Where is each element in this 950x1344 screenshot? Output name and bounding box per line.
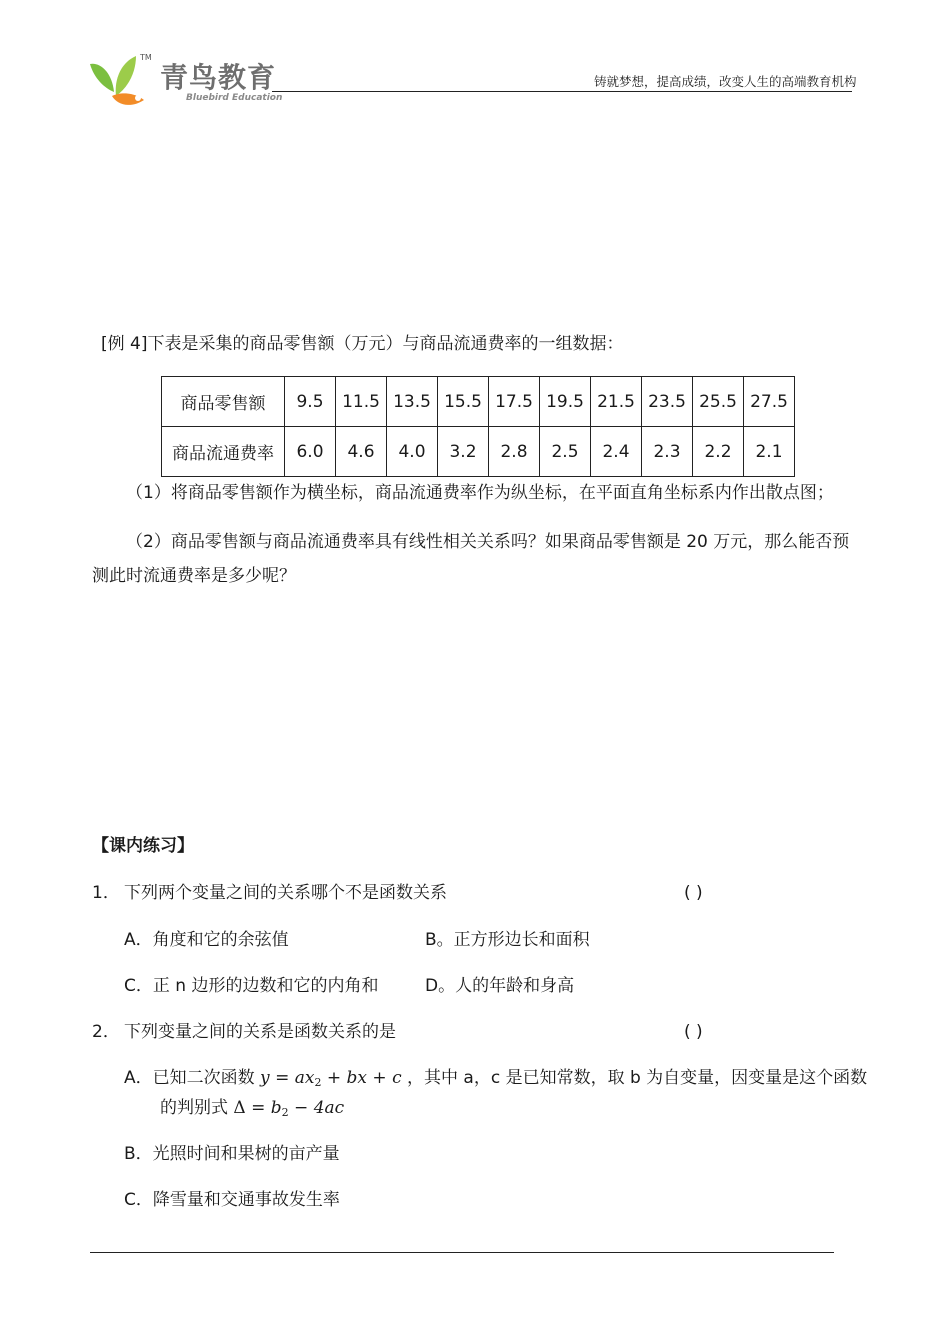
table-cell: 4.6	[336, 427, 387, 477]
header-divider	[272, 91, 852, 92]
option-a-suffix: ，其中 a，c 是已知常数，取 b 为自变量，因变量是这个函数	[407, 1068, 868, 1088]
table-cell: 2.8	[489, 427, 540, 477]
question-2-option-c: C．降雪量和交通事故发生率	[124, 1190, 340, 1210]
question-1-option-d: D。人的年龄和身高	[425, 976, 575, 996]
question-1-option-a: A．角度和它的余弦值	[124, 930, 289, 950]
table-row	[162, 377, 795, 427]
quadratic-formula: $y = ax_2$ + bx + c	[260, 1068, 402, 1089]
row-header-rate: 商品流通费率	[162, 427, 285, 477]
table-cell: 2.3	[642, 427, 693, 477]
answer-parentheses: ( )	[684, 1022, 703, 1042]
question-number: 2．	[92, 1022, 120, 1042]
row-header-sales: 商品零售额	[162, 377, 285, 427]
question-number: 1．	[92, 883, 120, 903]
footer-divider	[90, 1252, 834, 1253]
table-cell: 9.5	[285, 377, 336, 427]
table-cell: 4.0	[387, 427, 438, 477]
table-row	[162, 427, 795, 477]
example-title: [例 4]下表是采集的商品零售额（万元）与商品流通费率的一组数据：	[101, 334, 624, 354]
option-a-prefix: A．已知二次函数	[124, 1068, 255, 1088]
table-cell: 15.5	[438, 377, 489, 427]
question-2-stem: 下列变量之间的关系是函数关系的是	[124, 1022, 396, 1042]
table-cell: 11.5	[336, 377, 387, 427]
table-cell: 21.5	[591, 377, 642, 427]
example-question-1: （1）将商品零售额作为横坐标，商品流通费率作为纵坐标，在平面直角坐标系内作出散点图；	[126, 483, 834, 503]
brand-name-chinese: 青鸟教育	[160, 61, 277, 94]
trademark-mark: TM	[140, 53, 152, 62]
question-1-option-b: B。正方形边长和面积	[425, 930, 590, 950]
discriminant-formula: $\Delta = b_2 - 4ac$	[233, 1098, 345, 1119]
table-cell: 2.4	[591, 427, 642, 477]
table-cell: 2.2	[693, 427, 744, 477]
answer-parentheses: ( )	[684, 883, 703, 903]
table-cell: 27.5	[744, 377, 795, 427]
question-2-option-b: B．光照时间和果树的亩产量	[124, 1144, 340, 1164]
table-cell: 6.0	[285, 427, 336, 477]
table-cell: 13.5	[387, 377, 438, 427]
question-1-stem: 下列两个变量之间的关系哪个不是函数关系	[124, 883, 447, 903]
question-1-option-c: C．正 n 边形的边数和它的内角和	[124, 976, 379, 996]
table-cell: 2.1	[744, 427, 795, 477]
table-cell: 25.5	[693, 377, 744, 427]
question-2-option-a-line-1	[124, 1066, 867, 1095]
table-cell: 2.5	[540, 427, 591, 477]
brand-name-english: Bluebird Education	[186, 93, 283, 103]
table-cell: 3.2	[438, 427, 489, 477]
table-cell: 17.5	[489, 377, 540, 427]
data-table	[161, 376, 795, 477]
question-2-option-a-line-2	[160, 1096, 344, 1125]
practice-heading: 【课内练习】	[92, 836, 194, 856]
header-slogan: 铸就梦想，提高成绩，改变人生的高端教育机构	[594, 74, 857, 89]
table-cell: 19.5	[540, 377, 591, 427]
option-a-line2-prefix: 的判别式	[160, 1098, 228, 1118]
example-question-2-line-2: 测此时流通费率是多少呢？	[92, 566, 296, 586]
example-question-2-line-1: （2）商品零售额与商品流通费率具有线性相关关系吗？如果商品零售额是 20 万元，那么能否预	[126, 532, 850, 552]
table-cell: 23.5	[642, 377, 693, 427]
